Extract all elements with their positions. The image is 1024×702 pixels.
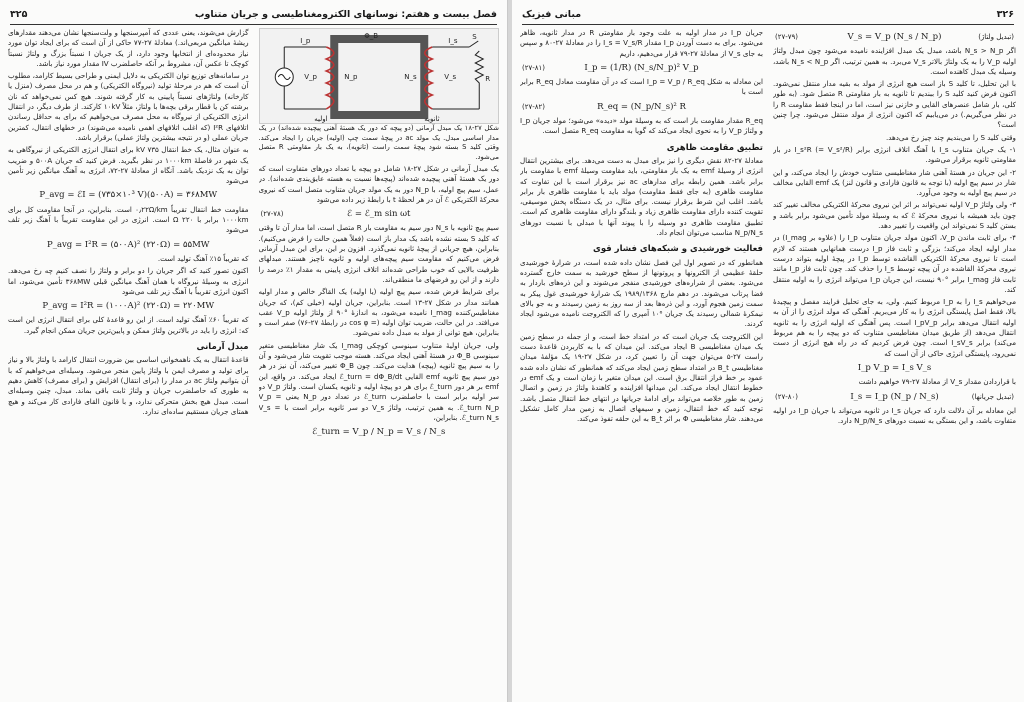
equation: P_avg = I²R = (۱۰۰۰A)² (۲۲۰Ω) = ۲۲۰MW [42,301,215,312]
svg-text:V_s: V_s [443,73,456,81]
equation: P_avg = I²R = (۵۰۰A)² (۲۲۰Ω) = ۵۵MW [46,239,210,250]
paragraph: که تقریباً ۱۵٪ آهنگ تولید است. [157,253,249,263]
page-326 [512,0,1024,702]
svg-text:I_s: I_s [447,37,457,45]
column-left [8,28,249,696]
equation-note: (تبدیل ولتاژ) [978,33,1014,41]
svg-text:I_p: I_p [299,37,310,45]
paragraph: مقاومت خط انتقال تقریباً ۰٫۲۲Ω/km است. بنابراین، در آنجا مقاومت کل برای ۱۰۰۰km برابر با ۲۲۰ Ω است. انرژی در این مقاومت تقریباً با آهنگ زیر تلف می‌شود [8,204,249,235]
paragraph: گزارش می‌شوند، یعنی عددی که آمپرسنجها و ولت‌سنجها نشان می‌دهند مقدارهای ریشهٔ میانگین مربعی‌اند.) معادلهٔ ۲۷-۷۷ حاکی از آن است که برای ایجاد توان مورد نیاز محدوده‌ای از انتخابها وجود دارد، از یک جریان I نسبتاً بزرگ و ولتاژ نسبتاً کوچک تا عکس آن، مشروط بر آنکه حاصلضرب IV مقدار مورد نیاز باشد. [8,28,249,68]
svg-text:Φ_B: Φ_B [363,32,378,40]
equation: I_p V_p = I_s V_s [857,362,932,373]
text-columns [520,28,1016,696]
paragraph: R_eq مقدار مقاومت بار است که به وسیلهٔ مولد «دیده» می‌شود؛ مولد جریان I_p و ولتاژ V_p را به نحوی ایجاد می‌کند که گویا به مقاومت R_eq متصل است. [520,116,763,136]
paragraph: این معادله بر آن دلالت دارد که جریان I_s در ثانویه می‌تواند با جریان I_p در اولیه متفاوت باشد، و این بستگی به نسبت دورهای N_p/N_s دارد. [773,405,1016,426]
list-item: ۲- این جریان در هستهٔ آهنی شار مغناطیسی متناوب خودش را ایجاد می‌کند، و این شار در سیم پیچ اولیه (با توجه به قانون فارادی و قانون لنز) یک emf القایی مخالف در سیم پیچ اولیه به وجود می‌آورد. [773,167,1016,198]
svg-text:S: S [471,33,477,41]
equation: ℰ_turn = V_p / N_p = V_s / N_s [312,427,446,438]
paragraph: معادلهٔ ۲۷-۸۲ نقش دیگری را نیز برای مبدل به دست می‌دهد. برای بیشترین انتقال انرژی از وسیلهٔ emf به یک بار مقاومتی، باید مقاومت وسیلهٔ emf با مقاومت بار برابر باشد. همین رابطه برای مدارهای ac نیز برقرار است با این تفاوت که مقاومت ظاهری (به جای فقط مقاومت) مولد باید با مقاومت ظاهری بار برابر باشد. اغلب این شرط برقرار نیست. برای مثال، در یک دستگاه پخش موسیقی، تقویت کننده دارای مقاومت ظاهری زیاد و بلندگو دارای مقاومت ظاهری کم است. تطبیق مقاومت ظاهری دو وسیله را با پیوند آنها با مبدلی با نسبت دورهای N_p/N_s مناسب می‌توان انجام داد. [520,155,763,238]
paragraph: همانطور که در تصویر اول این فصل نشان داده شده است، در شرارهٔ خورشیدی حلقهٔ عظیمی از الکترونها و پروتونها از سطح خورشید به سمت خارج گسترده می‌شود. بعضی از شراره‌های خورشیدی منفجر می‌شوند و این ذره‌های باردار به فضا پرتاب می‌شوند. در دهم مارچ ۱۹۸۹/۱۳۶۸ یک شرارهٔ خورشیدی غول پیکر به سمت زمین هجوم آورد، و این ذره‌ها بعد از سه روز به زمین رسیدند و به جو بالای نیمکرهٔ شمالی رسیدند یک جریان ۱۰⁶ آمپری را که الکتروجت نامیده می‌شود ایجاد کردند. [520,257,763,329]
equation-number: (۲۷-۷۸) [260,210,284,219]
equation: ℰ = ℰ_m sin ωt (۲۷-۷۸) [260,209,411,220]
equation-number: (۲۷-۸۱) [522,63,546,72]
column-left [520,28,763,696]
paragraph: ولی، جریان اولیهٔ متناوب سینوسی کوچکی I_mag یک شار مغناطیسی متغیر سینوسی Φ_B در هستهٔ آهنی ایجاد می‌کند. هسته موجب تقویت شار می‌شود و آن را به سیم پیچ ثانویه (پیچه) هدایت می‌کند. چون Φ_B تغییر می‌کند، آن نیز در هر دور سیم پیچ ثانویه emf القایی ℰ_turn = dΦ_B/dt ایجاد می‌کند. در واقع، این emf بر هر دور ℰ_turn برای هر دو پیچهٔ اولیه و ثانویه یکسان است. ولتاژ V_p دو سر اولیه برابر است با حاصلضرب ℰ_turn در تعداد دور N_p یعنی V_p = ℰ_turn N_p. به همین ترتیب، ولتاژ V_s دو سر ثانویه برابر است با V_s = ℰ_turn N_s. بنابراین، [258,340,499,422]
list-item: ۴- برای ثابت ماندن V_p، اکنون مولد جریان متناوب I_p را (علاوه بر I_mag) در مدار اولیه ایجاد می‌کند؛ بزرگی و ثابت فاز I_p درست همانهایی هستند که لازم است تا نیروی محرکهٔ الکتریکی القاشده توسط I_p در پیچهٔ اولیه بتواند درست نیروی محرکهٔ القاشده در آن پیچه توسط I_s را حذف کند. چون ثابت فاز I_p مانند ثابت فاز I_mag برابر °۹۰ نیست، این جریان I_p می‌تواند انرژی را به اولیه منتقل کند. [773,233,1016,294]
book-title: مبانی فیزیک [522,8,582,20]
paragraph: به عنوان مثال، یک خط انتقال ۷۳۵ kV برای انتقال انرژی الکتریکی از نیروگاهی به یک شهر در فاصلهٔ ۱۰۰۰km در نظر بگیرید. فرض کنید که جریان ۵۰۰A و ضریب توان به یک نزدیک باشد. آنگاه از معادلهٔ ۲۷-۷۲، انرژی به آهنگ میانگین زیر تأمین می‌شود [8,145,249,186]
transformer-diagram [260,29,499,123]
list-item: ۱- یک جریان متناوب I_s با آهنگ اتلاف انرژی برابر I_s²R (= V_s²/R) در بار مقاومتی ثانویه برقرار می‌شود. [773,144,1016,165]
section-heading: فعالیت خورشیدی و شبکه‌های فشار قوی [593,244,763,255]
chapter-title: فصل بیست و هفتم: نوسانهای الکترومغناطیسی و جریان متناوب [194,8,497,20]
paragraph: این معادله به شکل I_p = V_p / R_eq است که در آن مقاومت معادل R_eq برابر است با [520,77,763,97]
svg-text:N_p: N_p [343,73,357,81]
page-325 [0,0,508,702]
section-heading: تطبیق مقاومت ظاهری [666,142,763,153]
column-right [773,28,1016,696]
equation: I_s = I_p (N_p / N_s) (تبدیل جریانها) (۲۷-۸۰) [775,391,1014,402]
equation: P_avg = ℰI = (۷۳۵×۱۰³ V)(۵۰۰A) = ۳۶۸MW [39,190,218,201]
column-right [259,28,500,696]
paragraph: با این تحلیل، تا کلید S باز است هیچ انرژی از مولد به بقیه مدار منتقل نمی‌شود. اکنون فرض کنید کلید S را ببندیم تا ثانویه به بار مقاومتی R متصل شود. (به طور کلی، بار شامل عنصرهای القایی و خازنی نیز است، اما در اینجا فقط مقاومت R را در نظر می‌گیریم.) در می‌یابیم که اکنون انرژی از مولد منتقل می‌شود. چرا چنین است؟ [773,79,1016,130]
equation-note: (تبدیل جریانها) [971,392,1014,401]
equation-number: (۲۷-۷۹) [775,33,799,41]
equation: R_eq = (N_p/N_s)² R (۲۷-۸۲) [522,101,686,112]
svg-text:N_s: N_s [403,73,417,81]
paragraph: اکنون تصور کنید که اگر جریان را دو برابر و ولتاژ را نصف کنیم چه رخ می‌دهد. انرژی به وسیلهٔ نیروگاه با همان آهنگ میانگین قبلی ۳۶۸MW تأمین می‌شود، اما اکنون انرژی تقریباً با آهنگ زیر تلف می‌شود [8,266,249,296]
transformer-figure [259,28,500,124]
svg-text:اولیه: اولیه [313,115,328,123]
paragraph: وقتی کلید S را می‌بندیم چند چیز رخ می‌دهد. [886,132,1016,142]
page-header [10,6,497,25]
equation-number: (۲۷-۸۰) [775,392,799,401]
paragraph: می‌خواهیم I_s را به I_p مربوط کنیم. ولی، به جای تحلیل فرایند مفصل و پیچیدهٔ بالا، فقط اصل پایستگی انرژی را به کار می‌بریم. آهنگی که مولد انرژی را از آن به اولیه انتقال می‌دهد برابر I_pV_p است. پس آهنگی که اولیه انرژی را به ثانویه انتقال می‌دهد (از طریق میدان مغناطیسی متناوب که دو پیچه را به هم مربوط می‌کند) برابر I_sV_s است. چون فرض کردیم که در راه هیچ انرژی از دست نمی‌رود، پایستگی انرژی حاکی از آن است که [773,297,1016,358]
paragraph: جریان I_p در مدار اولیه به علت وجود بار مقاومتی R در مدار ثانویه، ظاهر می‌شود. برای به دست آوردن I_p مقدار I_s = V_s/R را در معادلهٔ ۲۷-۸۰ و سپس به جای V_s از معادلهٔ ۲۷-۷۹ قرار می‌دهیم، داریم [520,28,763,58]
paragraph: در سامانه‌های توزیع توان الکتریکی به دلایل ایمنی و طراحی بسیط کارامد، مطلوب آن است که هم در مرحلهٔ تولید (نیروگاه الکتریکی) و هم در محل مصرف (منزل یا کارخانه) ولتاژهای نسبتاً پایینی به کار گرفته شوند. هیچ کس نمی‌خواهد که نان برشته کن یا قطار برقی بچه‌ها با ولتاژ، مثلاً ۱۰kV کارکند. از طرف دیگر، در انتقال انرژی الکتریکی از نیروگاه به محل مصرف می‌خواهیم که برای به حداقل رساندن اتلافهای I²R (که اغلب اتلافهای اهمی نامیده می‌شوند) در خطهای انتقال، کمترین جریان عملی (و در نتیجه بیشترین ولتاژ عملی) برقرار باشد. [8,71,249,142]
text-columns [8,28,499,696]
paragraph: یک مبدل آرمانی در شکل ۲۷-۱۸ شامل دو پیچه با تعداد دورهای متفاوت است که دور یک هستهٔ آهنی پیچیده شده‌اند (پیچه‌ها نسبت به هسته عایق‌بندی شده‌اند). در عمل، سیم پیچ اولیه، با N_p دور به یک مولد جریان متناوب متصل است که نیروی محرکهٔ الکتریکی ℰ آن در هر لحظهٔ t با رابطهٔ زیر داده می‌شود [258,164,499,204]
equation-number: (۲۷-۸۲) [522,102,546,111]
svg-text:ثانویه: ثانویه [423,115,440,123]
list-item: ۳- ولی ولتاژ V_p اولیه نمی‌تواند بر اثر این نیروی محرکهٔ الکتریکی مخالف تغییر کند چون باید همیشه با نیروی محرکهٔ ℰ که به وسیلهٔ مولد تأمین می‌شود برابر باشد و بستن کلید S نمی‌تواند این واقعیت را تغییر دهد. [773,200,1016,231]
page-number: ۳۲۵ [10,8,28,20]
paragraph: این الکتروجت یک جریان است که در امتداد خط است، و از جمله در سطح زمین یک میدان مغناطیسی B ایجاد می‌کند. این میدان که با به کاربردن قاعدهٔ دست راست ۲۷-۵ می‌توان جهت آن را تعیین کرد، در شکل ۲۷-۱۹ یک مؤلفهٔ میدان مغناطیسی B_t در امتداد سطح زمین ایجاد می‌کند که همانطور که نشان داده شده عمود بر خط فراز انتقال برق است. این میدان متغیر با زمان است و یک emf در خطوط انتقال ایجاد می‌کند. این میدانها افزاینده و کاهندهٔ ولتاژ در زمین و اتصال زمین به طور خلاصه می‌تواند برای ادامهٔ جریانها در انتهای خط انتقال متصل باشد. توجه کنید که خط انتقال، زمین و سیمهای اتصال به زمین مدار کامل تشکیل می‌دهند. شار مغناطیسی Φ بر اثر B_t به این حلقه تفوذ می‌کند. [520,331,763,424]
section-heading: مبدل آرمانی [196,342,249,353]
switch-icon [469,41,478,47]
paragraph: سیم پیچ ثانویه با N_s دور سیم به مقاومت بار R متصل است، اما مدار آن تا وقتی که کلید S بسته نشده باشد یک مدار باز است (فعلاً همین حالت را فرض می‌کنیم). بنابراین، هیچ جریانی از پیچهٔ ثانویه نمی‌گذرد. افزون بر این، برای این مبدل آرمانی فرض می‌کنیم که مقاومت سیم پیچه‌های اولیه و ثانویه ناچیز هستند. مبدلهای ظرفیت بالایی که خوب طراحی شده‌اند اتلاف انرژی پایینی به مقدار ۱٪ درصد را دارند و از این رو فرضهای ما منطقی‌اند. [258,223,499,284]
svg-text:R: R [484,75,490,83]
paragraph: با قراردادن مقدار V_s از معادلهٔ ۲۷-۷۹ خواهیم داشت [858,377,1016,387]
equation: I_p = (1/R) (N_s/N_p)² V_p (۲۷-۸۱) [522,62,699,73]
paragraph: که تقریباً ۶۰٪ آهنگ تولید است. از این رو قاعدهٔ کلی برای انتقال انرژی این است که: انرژی را باید در بالاترین ولتاژ ممکن و پایین‌ترین جریان ممکن انجام گیرد. [8,315,249,335]
equation: V_s = V_p (N_s / N_p) (تبدیل ولتاژ) (۲۷-۷۹) [775,32,1014,42]
figure-caption: شکل ۲۷-۱۸ یک مبدل آرمانی (دو پیچه که دور یک هستهٔ آهنی پیچیده شده‌اند) در یک مدار اساسی مبدل. یک مولد ac در پیچهٔ سمت چپ (اولیه) جریان را ایجاد می‌کند. وقتی کلید S بسته شود پیچهٔ سمت راست (ثانویه)، به یک بار مقاومتی R متصل می‌شود. [258,124,499,161]
paragraph: قاعدهٔ انتقال به یک ناهمخوانی اساسی بین ضرورت انتقال کارامد با ولتاژ بالا و نیاز برای تولید و مصرف ایمن با ولتاژ پایین منجر می‌شود. وسیله‌ای می‌خواهیم که با آن بتوانیم ولتاژ ac در مدار را (برای انتقال) افزایش و (برای مصرف) کاهش دهیم به طوری که حاصلضرب جریان و ولتاژ ثابت باقی بماند. مبدل، چنین وسیله‌ای است. مبدل هیچ بخش متحرکی ندارد، و با قانون القای فارادی کار می‌کند و هیچ همتای جریان مستقیم ساده‌ای ندارد. [8,355,249,416]
paragraph: برای شرایط فرض شده، سیم پیچ اولیه (یا اولیه) یک القاگر خالص و مدار اولیه همانند مدار در شکل ۲۷-۱۳ است. بنابراین، جریان اولیه (خیلی کم)، که جریان مغناطیس‌کننده I_mag نامیده می‌شود، به اندازهٔ °۹۰ از ولتاژ اولیه V_p عقب می‌افتد. در این حالت، ضریب توان اولیه (= cos φ در رابطهٔ ۲۷-۷۶) صفر است و بنابراین، هیچ توانی از مولد به مبدل داده نمی‌شود. [258,287,499,338]
page-number: ۳۲۶ [996,8,1014,20]
resistor-icon [475,51,483,109]
svg-text:V_p: V_p [303,73,317,81]
page-header [522,6,1014,25]
paragraph: اگر N_s > N_p باشد، مبدل یک مبدل افزاینده نامیده می‌شود چون مبدل ولتاژ اولیه V_p را به یک ولتاژ بالاتر V_s می‌برد. به همین ترتیب، اگر N_s < N_p باشد، وسیله یک مبدل کاهنده است. [773,46,1016,76]
